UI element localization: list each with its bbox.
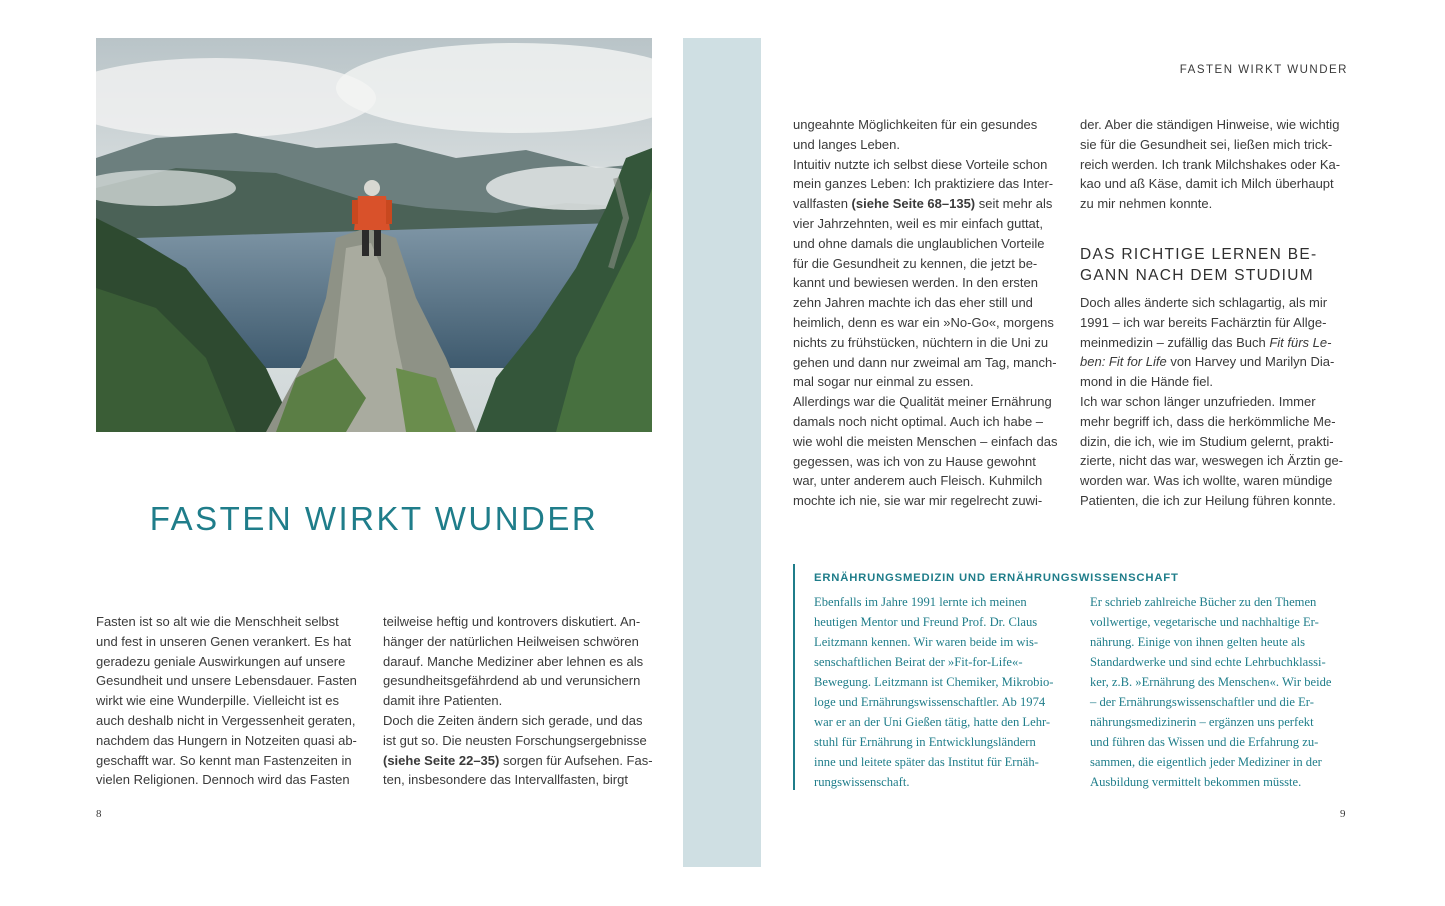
book-title: Fit fürs Le- ben: Fit for Life xyxy=(1080,334,1332,370)
right-page-column-2-body xyxy=(1080,293,1355,511)
fjord-hiker-photo xyxy=(96,38,652,432)
left-page-column-1: Fasten ist so alt wie die Menschheit selbst und fest in unseren Genen verankert. Es hat geradezu geniale Auswirkungen auf unsere Gesundheit und unsere Lebensdauer. Fasten wirkt wie eine Wunderpille. Vielleicht ist es auch deshalb nicht in Vergessenheit geraten, nachdem das Hungern in Notzeiten quasi ab- geschafft war. So kennt man Fastenzeiten in vielen Religionen. Dennoch wird das Fasten xyxy=(96,614,357,788)
info-box-column-2: Er schrieb zahlreiche Bücher zu den Themen vollwertige, vegetarische und nachhaltige Er- nährung. Einige von ihnen gelten heute als Standardwerke und sind echte Lehrbuchklassi- ker, z.B. »Ernährung des Menschen«. Wir beide – der Ernährungswissenschaftler und die Er- nährungsmedizinerin – ergänzen uns perfekt und führen das Wissen und die Erfahrung zu- sammen, die eigentlich jeder Mediziner in der Ausbildung vermittelt bekommen müsste. xyxy=(1090,595,1332,789)
right-page-column-1 xyxy=(793,115,1068,511)
info-box-title: ERNÄHRUNGSMEDIZIN UND ERNÄHRUNGSWISSENSCHAFT xyxy=(814,572,1179,584)
chapter-title: FASTEN WIRKT WUNDER xyxy=(149,500,599,537)
text-segment: teilweise heftig und kontrovers diskutiert. An- hänger der natürlichen Heilweisen schwören darauf. Manche Mediziner aber lehnen es als gesundheitsgefährdend ab und verunsichern damit ihre Patienten. Doch die Zeiten ändern sich gerade, und das ist gut so. Die neusten Forschungsergebnisse xyxy=(383,614,647,748)
page-number-right: 9 xyxy=(1340,808,1346,820)
text-segment: ungeahnte Möglichkeiten für ein gesundes und langes Leben. Intuitiv nutzte ich selbst diese Vorteile schon mein ganzes Leben: Ich praktiziere das Inter- vallfasten xyxy=(793,117,1054,212)
text-segment: Doch alles änderte sich schlagartig, als mir 1991 – ich war bereits Fachärztin für Allge- meinmedizin – zufällig das Buch xyxy=(1080,295,1328,350)
page-number-left: 8 xyxy=(96,808,102,820)
page-reference: (siehe Seite 68–135) xyxy=(851,196,976,212)
info-box-column-1: Ebenfalls im Jahre 1991 lernte ich meinen heutigen Mentor und Freund Prof. Dr. Claus Leitzmann kennen. Wir waren beide im wis- senschaftlichen Beirat der »Fit-for-Life«- Bewegung. Leitzmann ist Chemiker, Mikrobio- loge und Ernährungswissenschaftler. Ab 1974 war er an der Uni Gießen tätig, hatte den Lehr- stuhl für Ernährung in Entwicklungsländern inne und leitete später das Institut für Ernäh- rungswissenschaft. xyxy=(814,595,1054,789)
left-page-column-2 xyxy=(383,612,658,790)
right-page-column-2-top: der. Aber die ständigen Hinweise, wie wichtig sie für die Gesundheit sei, ließen mich trick- reich werden. Ich trank Milchshakes oder Ka- kao und aß Käse, damit ich Milch überhaupt zu mir nehmen konnte. xyxy=(1080,117,1341,212)
info-box-rule xyxy=(793,564,795,790)
section-subheading: DAS RICHTIGE LERNEN BE- GANN NACH DEM STUDIUM xyxy=(1080,246,1318,284)
page-reference: (siehe Seite 22–35) xyxy=(383,752,500,768)
text-segment: sorgen für Aufsehen. Fas- ten, insbesondere das Intervallfasten, birgt xyxy=(383,752,653,788)
running-head: FASTEN WIRKT WUNDER xyxy=(1179,64,1348,76)
text-segment: von Harvey und Marilyn Dia- mond in die Hände fiel. Ich war schon länger unzufrieden. Immer mehr begriff ich, dass die herkömmliche Me- dizin, die ich, wie im Studium gelernt, prakti- zierte, nicht das war, weswegen ich Ärztin ge- worden war. Was ich wollte, waren mündige Patienten, die ich zur Heilung führen konnte. xyxy=(1080,354,1344,508)
text-segment: seit mehr als vier Jahrzehnten, weil es mir einfach guttat, und ohne damals die unglaublichen Vorteile für die Gesundheit zu kennen, die jetzt be- kannt und bewiesen werden. In den ersten zehn Jahren machte ich das eher still und heimlich, denn es war ein »No-Go«, morgens nichts zu frühstücken, nüchtern in die Uni zu gehen und dann nur zweimal am Tag, manch- mal sogar nur einmal zu essen. Allerdings war die Qualität meiner Ernährung damals noch nicht optimal. Auch ich habe – wie wohl die meisten Menschen – einfach das gegessen, was ich von zu Hause gewohnt war, unter anderem auch Fleisch. Kuhmilch mochte ich nie, sie war mir regelrecht zuwi- xyxy=(793,196,1058,509)
gutter-strip xyxy=(683,38,761,867)
